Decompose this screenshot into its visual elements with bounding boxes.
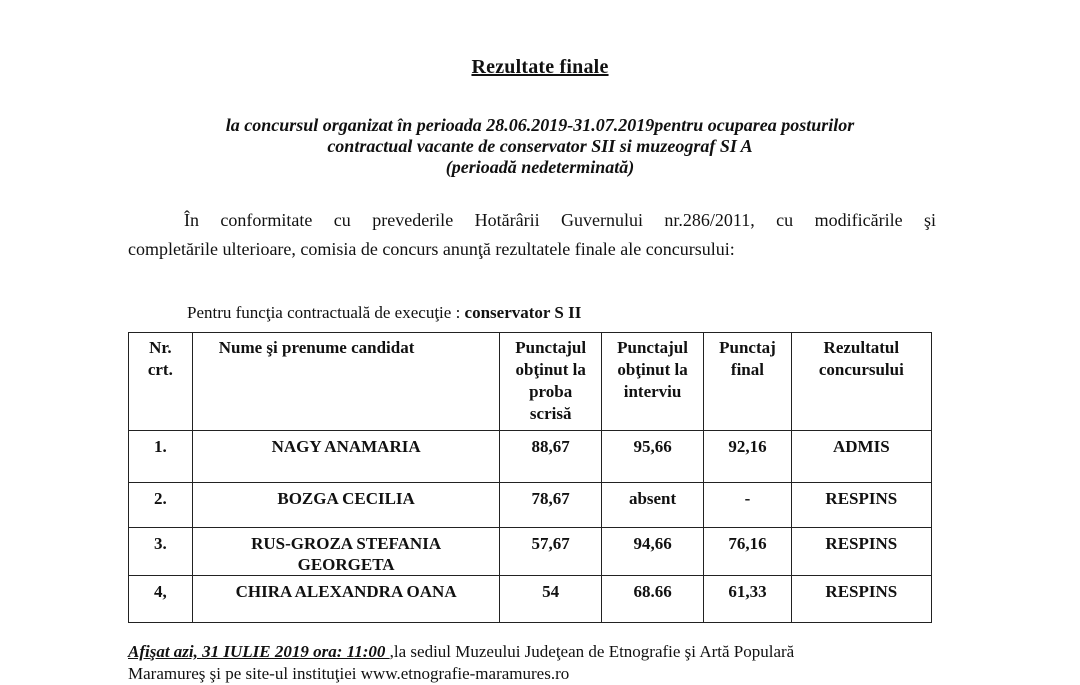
header-result: Rezultatul concursului: [791, 333, 931, 431]
function-value: conservator S II: [464, 303, 582, 322]
cell-written: 88,67: [500, 431, 601, 483]
subtitle-line: (perioadă nedeterminată): [445, 157, 635, 177]
cell-result: RESPINS: [791, 528, 931, 576]
cell-result: RESPINS: [791, 483, 931, 528]
table-row: [129, 576, 932, 623]
cell-name: NAGY ANAMARIA: [192, 431, 500, 483]
cell-interview: 68.66: [601, 576, 703, 623]
table-header-row: [129, 333, 932, 431]
cell-final: 76,16: [704, 528, 791, 576]
cell-final: 61,33: [704, 576, 791, 623]
intro-line: În conformitate cu prevederile Hotărârii Guvernului nr.286/2011, cu modificările şi: [184, 210, 936, 230]
subtitle-line: contractual vacante de conservator SII si muzeograf SI A: [327, 136, 753, 156]
results-table: [128, 332, 932, 623]
cell-nr: 3.: [129, 528, 193, 576]
function-label: Pentru funcţia contractuală de execuţie :: [187, 303, 465, 322]
cell-interview: absent: [601, 483, 703, 528]
cell-final: -: [704, 483, 791, 528]
cell-written: 54: [500, 576, 601, 623]
cell-interview: 94,66: [601, 528, 703, 576]
cell-result: RESPINS: [791, 576, 931, 623]
cell-name: CHIRA ALEXANDRA OANA: [192, 576, 500, 623]
subtitle-line: la concursul organizat în perioada 28.06.2019-31.07.2019pentru ocuparea posturilor: [225, 115, 855, 135]
cell-name: BOZGA CECILIA: [192, 483, 500, 528]
function-line: [187, 303, 581, 323]
cell-written: 78,67: [500, 483, 601, 528]
cell-final: 92,16: [704, 431, 791, 483]
cell-nr: 4,: [129, 576, 193, 623]
header-interview-score: Punctajul obţinut la interviu: [601, 333, 703, 431]
page-title: Rezultate finale: [471, 56, 609, 78]
table-row: [129, 528, 932, 576]
table-row: [129, 483, 932, 528]
intro-paragraph: [128, 206, 936, 264]
header-name: Nume şi prenume candidat: [192, 333, 500, 431]
cell-result: ADMIS: [791, 431, 931, 483]
cell-interview: 95,66: [601, 431, 703, 483]
header-final-score: Punctaj final: [704, 333, 791, 431]
cell-written: 57,67: [500, 528, 601, 576]
posted-location: ,la sediul Muzeului Judeţean de Etnografie şi Artă Populară: [389, 642, 795, 661]
posted-location-line-2: Maramureş şi pe site-ul instituţiei www.etnografie-maramures.ro: [128, 664, 570, 683]
header-nr: Nr. crt.: [129, 333, 193, 431]
cell-name: RUS-GROZA STEFANIA GEORGETA: [192, 528, 500, 576]
header-written-score: Punctajul obţinut la proba scrisă: [500, 333, 601, 431]
posted-date: Afişat azi, 31 IULIE 2019 ora: 11:00: [128, 642, 390, 661]
footer-note: [128, 641, 794, 685]
cell-nr: 1.: [129, 431, 193, 483]
table-row: [129, 431, 932, 483]
intro-line: completările ulterioare, comisia de concurs anunţă rezultatele finale ale concursului:: [128, 239, 735, 259]
cell-nr: 2.: [129, 483, 193, 528]
subtitle: [0, 115, 1080, 178]
